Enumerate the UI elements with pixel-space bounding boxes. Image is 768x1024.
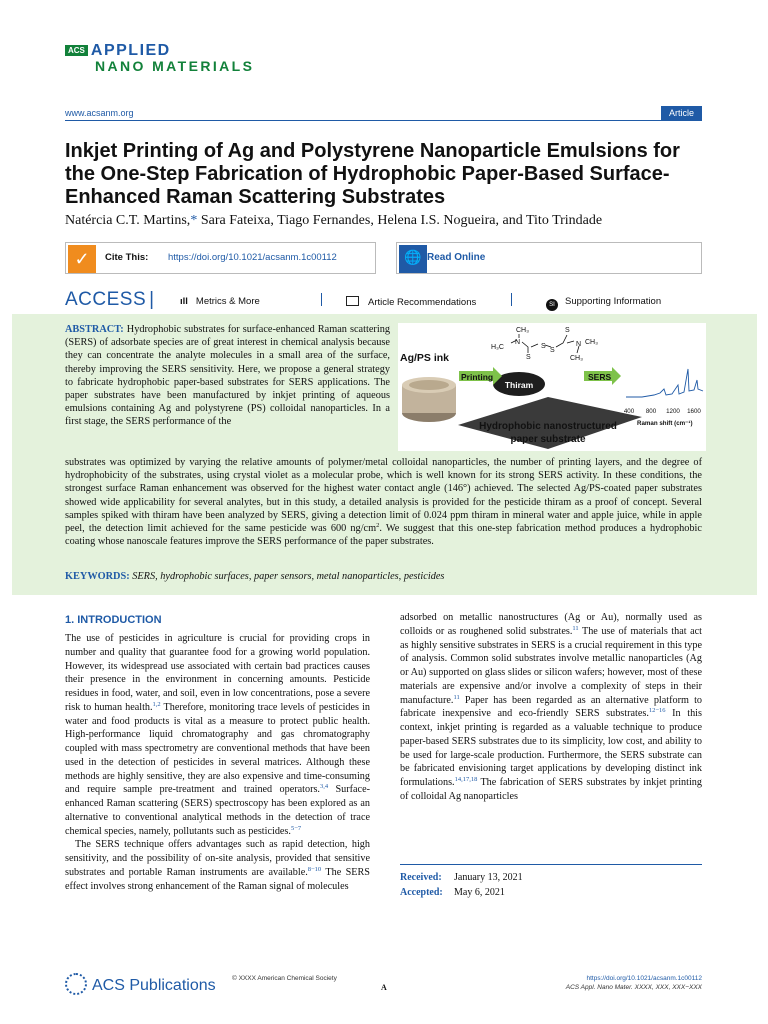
thiram-s4: S (565, 327, 570, 334)
other-authors: Sara Fateixa, Tiago Fernandes, Helena I.S. Nogueira, and Tito Trindade (197, 213, 603, 228)
recommendations-link[interactable] (346, 296, 476, 308)
thiram-ch3-a: CH₃ (516, 327, 529, 334)
received-row (400, 870, 702, 885)
globe-icon: 🌐 (399, 245, 427, 273)
article-title: Inkjet Printing of Ag and Polystyrene Nanoparticle Emulsions for the One-Step Fabrication of Hydrophobic Paper-Based Surface-Enhanced Raman Scattering Substrates (65, 140, 680, 208)
thiram-n2: N (576, 341, 582, 348)
citation[interactable]: 3,4 (319, 783, 329, 791)
recommendations-label: Article Recommendations (368, 297, 477, 308)
toc-printing-label: Printing (461, 372, 494, 382)
citation[interactable]: 11 (572, 624, 579, 632)
toc-sers-label: SERS (588, 372, 612, 382)
thiram-h3c: H₃C (491, 344, 504, 351)
thiram-ch3-b: CH₃ (585, 339, 598, 346)
received-label: Received: (400, 872, 442, 883)
abstract-label: ABSTRACT: (65, 324, 124, 335)
abstract-wide1: substrates was optimized by varying the relative amounts of polymer/metal colloidal nanoparticles, the number of printing layers, and the degree of hydrophobicity of the substrates, using crystal violet as a molecular probe, which is well known for its strong SERS activity. In these conditions, the strongest surface Raman enhancement was observed for the highest water contact angle (146°) achieved. The selected Ag/PS-coated paper substrates showed wide applicability for several analytes, but in this study, a detailed analysis is provided for the pesticide thiram as a proof of concept. Several samples spiked with thiram have been analyzed by SERS, giving a detection limit of 0.024 ppm thiram in mineral water and apple juice, while in apple peel, the detection limit achieved for the same pesticide was 600 ng/cm (65, 457, 702, 535)
header-divider (65, 120, 702, 121)
toc-substrate-label-1: Hydrophobic nanostructured (479, 421, 617, 432)
access-label: ACCESS | (65, 289, 155, 310)
metrics-label: Metrics & More (195, 296, 260, 307)
journal-logo[interactable] (65, 42, 254, 74)
spectrum-tick: 1600 (687, 408, 701, 415)
left-column (65, 632, 370, 893)
acs-publications-logo[interactable] (65, 973, 216, 995)
corresponding-star[interactable]: * (190, 213, 198, 228)
read-online-label: Read Online (427, 252, 486, 263)
journal-name-line2: NANO MATERIALS (95, 58, 255, 74)
toc-agps-label: Ag/PS ink (400, 352, 450, 364)
citation[interactable]: 1,2 (152, 700, 161, 708)
citation[interactable]: 8−10 (307, 865, 322, 873)
read-online-button[interactable] (396, 242, 702, 274)
page-label: A (381, 983, 387, 992)
citation[interactable]: 11 (453, 693, 460, 701)
abstract-text-top (65, 323, 390, 429)
copyright: © XXXX American Chemical Society (232, 975, 337, 982)
si-icon: SI (546, 299, 558, 311)
cite-label: Cite This: (105, 252, 149, 263)
supporting-info-label: Supporting Information (565, 296, 662, 307)
thiram-s1: S (526, 354, 531, 361)
toolbar-separator (321, 293, 322, 306)
section-heading: 1. INTRODUCTION (65, 614, 162, 626)
author-list (65, 213, 602, 229)
bar-chart-icon: ıll (180, 296, 188, 307)
toc-thiram-label: Thiram (504, 380, 534, 390)
acs-emblem-icon (65, 973, 87, 995)
spectrum-tick: 800 (645, 408, 657, 415)
abstract-text-bottom (65, 456, 702, 548)
footer-journal-ref: ACS Appl. Nano Mater. XXXX, XXX, XXX−XXX (565, 984, 702, 991)
document-icon (346, 296, 359, 306)
acs-mark: ACS (65, 45, 88, 56)
abstract-narrow: Hydrophobic substrates for surface-enhanced Raman scattering (SERS) of adsorbate species are of great interest in chemical analysis because they can concentrate the analyte molecules in a small area of the surface, thereby improving the SERS sensitivity. Here, we propose a general strategy to fabricate hydrophobic paper-based substrates for SERS applications. The paper substrates have been manufactured by inkjet printing of aqueous emulsions containing Ag and polystyrene (PS) colloidal nanoparticles. In a first stage, the SERS performance of the (65, 324, 390, 428)
keywords-text: SERS, hydrophobic surfaces, paper sensors, metal nanoparticles, pesticides (132, 571, 445, 582)
checkmark-icon: ✓ (68, 245, 96, 273)
spectrum-tick: 1200 (666, 408, 680, 415)
accepted-row (400, 885, 702, 900)
citation[interactable]: 14,17,18 (454, 776, 478, 783)
thiram-ch3-c: CH₃ (570, 355, 583, 362)
journal-url[interactable]: www.acsanm.org (65, 108, 134, 118)
cite-this-box (65, 242, 376, 274)
keywords-label: KEYWORDS: (65, 571, 130, 582)
thiram-n1: N (515, 339, 521, 346)
metrics-link[interactable] (180, 296, 260, 307)
thiram-s3: S (550, 347, 555, 354)
intro-paragraph-2: The SERS technique offers advantages such as rapid detection, high sensitivity, and the possibility of on-site analysis, provided that sensitive substrates and portable Raman instruments are available.$^{8-10}$ The SERS effect involves strong enhancement of the Raman signal of molecules (65, 839, 370, 892)
thiram-s2: S (541, 343, 546, 350)
citation[interactable]: 5−7 (290, 824, 302, 832)
article-type-badge: Article (661, 106, 702, 120)
accepted-label: Accepted: (400, 887, 443, 898)
spectrum-tick: 400 (623, 408, 635, 415)
raman-spectrum-line (626, 369, 703, 397)
doi-link[interactable]: https://doi.org/10.1021/acsanm.1c00112 (168, 252, 337, 263)
intro-paragraph-3: adsorbed on metallic nanostructures (Ag or Au), normally used as colloids or as roughened solid substrates.$^{11}$ The use of materials that act as highly sensitive substrates in SERS is a crucial requirement in this type of analysis. Common solid substrates involve metallic nanoparticles (Ag or Au) supported on glass slides or silicon wafers; however, most of these materials are expensive and/or involve a complexity of steps in their manufacture.$^{11}$ Paper has been regarded as an alternative platform to fabricate inexpensive and eco-friendly SERS substrates.$^{12-16}$ In this context, inkjet printing is regarded as a valuable technique to produce paper-based SERS substrates due to its simplicity, low cost, and ability to be used for large-scale production. Furthermore, the SERS substrate can be fabricated envisioning target applications by developing distinct ink formulations.$^{14,17,18}$ The fabrication of SERS substrates by inkjet printing of colloidal Ag nanoparticles (400, 612, 702, 802)
citation[interactable]: 12−16 (648, 707, 666, 715)
abstract-sup: 2 (376, 522, 380, 530)
received-date: January 13, 2021 (454, 872, 523, 883)
footer-doi-link[interactable]: https://doi.org/10.1021/acsanm.1c00112 (586, 975, 702, 982)
right-column (400, 611, 702, 804)
abstract-wide2: . We suggest that this one-step fabrication method produces a hydrophobic coating whose nanoscale features improve the SERS performance of the paper substrates. (65, 523, 702, 548)
supporting-info-link[interactable] (546, 296, 661, 311)
toolbar-separator (511, 293, 512, 306)
publisher-name: ACS Publications (92, 977, 216, 994)
toc-graphic (398, 323, 706, 451)
journal-name-line1: APPLIED (90, 42, 171, 59)
intro-paragraph-1: The use of pesticides in agriculture is crucial for providing crops in number and quality that guarantee food for a growing world population. However, its widespread use associated with certain bad practices causes their presence in the environment in concerning amounts. Pesticide residues in food, water, and soil, even in low concentrations, pose a severe risk to human health.$^{1,2}$ Therefore, monitoring trace levels of pesticides in water and food products is vital as a measure to protect public health. High-performance liquid chromatography and gas chromatography coupled with mass spectrometry are conventional methods that have been used in the detection of pesticides in several matrices. Although these methods are highly sensitive, they are also expensive and time-consuming and require sample pre-treatment and trained operators.$^{3,4}$ Surface-enhanced Raman scattering (SERS) spectroscopy has been explored as an alternative to conventional analytical methods in the detection of trace chemical species, namely, pollutants such as pesticides.$^{5-7}$ (65, 633, 370, 837)
accepted-date: May 6, 2021 (454, 887, 505, 898)
spectrum-xlabel: Raman shift (cm⁻¹) (637, 420, 693, 427)
dates-box (400, 864, 702, 900)
toc-substrate-label-2: paper substrate (510, 434, 586, 445)
keywords-line (65, 571, 444, 582)
corresponding-author[interactable]: Natércia C.T. Martins, (65, 213, 191, 228)
